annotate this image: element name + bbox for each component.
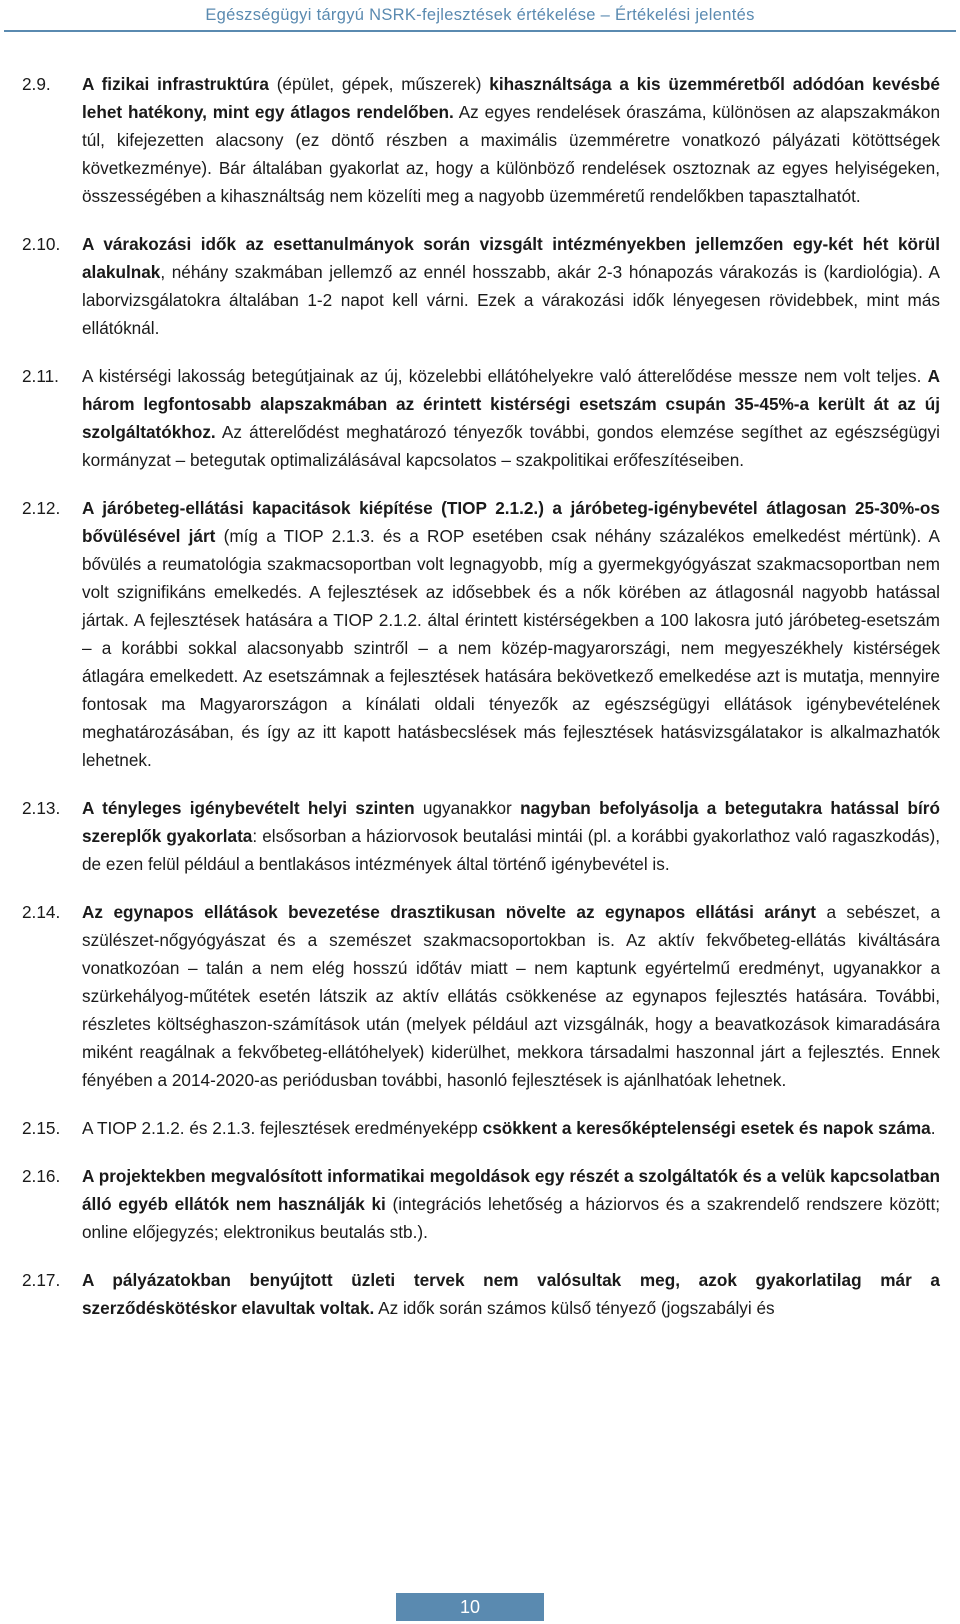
finding-number: 2.15. <box>22 1118 61 1138</box>
finding-text-bold: A fizikai infrastruktúra <box>82 74 269 94</box>
finding-number: 2.14. <box>22 902 61 922</box>
finding-text: a sebészet, a szülészet-nőgyógyászat és a szemészet szakmacsoportokban is. Az aktív fekvőbeteg-ellátás kiváltására vonatkozóan – talán a nem elég hosszú időtáv miatt – nem kaptunk egyértelmű eredményt, ugyanakkor a szürkehályog-műtétek esetén látszik az aktív ellátás csökkenése az egynapos fejlesztés hatására. További, részletes költséghaszon-számítások után (melyek például azt vizsgálnák, hogy a beavatkozások kimaradására miként reagálnak a fekvőbeteg-ellátóhelyek) kiderülhet, mekkora társadalmi haszonnal járt a fejlesztés. Ennek fényében a 2014-2020-as periódusban további, hasonló fejlesztések is ajánlhatóak lehetnek. <box>82 902 941 1090</box>
finding-text: A kistérségi lakosság betegútjainak az új, közelebbi ellátóhelyekre való átterelődése messze nem volt teljes. <box>82 366 928 386</box>
running-header: Egészségügyi tárgyú NSRK-fejlesztések értékelése – Értékelési jelentés <box>205 6 755 24</box>
finding-text: (integrációs lehetőség a háziorvos és a szakrendelő rendszere között; online előjegyzés; elektronikus beutalás stb.). <box>82 1194 940 1242</box>
finding-text: Az egyes rendelések óraszáma, különösen az alapszakmákon túl, kifejezetten alacsony (ez döntő részben a maximális üzemméretre vonatkozó pályázati kötöttségek következménye). Bár általában gyakorlat az, hogy a különböző rendelések osztoznak az egyes helyiségeken, összességében a kihasználtság nem közelíti meg a nagyobb üzemméretű rendelőkben tapasztalhatót. <box>82 102 940 206</box>
page-number-box <box>396 1593 544 1621</box>
finding-number: 2.9. <box>22 74 51 94</box>
finding-text: (míg a TIOP 2.1.3. és a ROP esetében csak néhány százalékos emelkedést mértünk). A bővülés a reumatológia szakmacsoportban volt legnagyobb, míg a gyermekgyógyászat szakmacsoportban nem volt szignifikáns emelkedés. A fejlesztések az idősebbek és a nők körében az átlagosnál nagyobb hatással jártak. A fejlesztések hatására a TIOP 2.1.2. által érintett kistérségekben a 100 lakosra jutó járóbeteg-esetszám – a korábbi sokkal alacsonyabb szintről – a nem közép-magyarországi, nem megyeszékhely kistérségek átlagára emelkedett. Az esetszámnak a fejlesztések hatására bekövetkező emelkedése azt is mutatja, mennyire fontosak ma Magyarországon a kínálati oldali tényezők az egészségügyi ellátások igénybevételének meghatározásában, és így az itt kapott hatásbecslések más fejlesztések hatásvizsgálatakor is alkalmazhatók lehetnek. <box>82 526 941 770</box>
finding-text: Az átterelődést meghatározó tényezők további, gondos elemzése segíthet az egészségügyi kormányzat – betegutak optimalizálásával kapcsolatos – szakpolitikai erőfeszítéseiben. <box>82 422 940 470</box>
finding-text: Az idők során számos külső tényező (jogszabályi és <box>374 1298 775 1318</box>
finding-text-bold: A három legfontosabb alapszakmában az érintett kistérségi esetszám csupán 35-45%-a került át az új szolgáltatókhoz. <box>82 366 940 442</box>
finding-text-bold: nagyban befolyásolja a betegutakra hatással bíró szereplők gyakorlata <box>82 798 940 846</box>
finding-text-bold: Az egynapos ellátások bevezetése drasztikusan növelte az egynapos ellátási arányt <box>82 902 816 922</box>
finding-text: . <box>930 1118 936 1138</box>
finding-number: 2.12. <box>22 498 61 518</box>
finding-text-bold: A tényleges igénybevételt helyi szinten <box>82 798 415 818</box>
finding-item <box>0 898 960 1094</box>
finding-item <box>0 794 960 878</box>
finding-text: , néhány szakmában jellemző az ennél hosszabb, akár 2-3 hónapozás várakozás is (kardiológia). A laborvizsgálatokra általában 1-2 napot kell várni. Ezek a várakozási idők lényegesen rövidebbek, mint más ellátóknál. <box>82 262 940 338</box>
finding-number: 2.13. <box>22 798 61 818</box>
finding-text-bold: A projektekben megvalósított informatikai megoldások egy részét a szolgáltatók és a velük kapcsolatban álló egyéb ellátók nem használják ki <box>82 1166 940 1214</box>
finding-text-bold: csökkent a keresőképtelenségi esetek és napok száma <box>482 1118 931 1138</box>
finding-item <box>0 1266 960 1322</box>
page-number: 10 <box>459 1597 481 1617</box>
finding-number: 2.11. <box>22 366 59 386</box>
finding-item <box>0 230 960 342</box>
header-rule <box>4 30 956 32</box>
finding-text: (épület, gépek, műszerek) <box>268 74 490 94</box>
finding-item <box>0 1162 960 1246</box>
finding-item <box>0 70 960 210</box>
finding-number: 2.16. <box>22 1166 61 1186</box>
finding-text-bold: A pályázatokban benyújtott üzleti tervek nem valósultak meg, azok gyakorlatilag már a szerződéskötéskor elavultak voltak. <box>82 1270 940 1318</box>
finding-text-bold: A várakozási idők az esettanulmányok során vizsgált intézményekben jellemzően egy-két hét körül alakulnak <box>82 234 940 282</box>
finding-text: : elsősorban a háziorvosok beutalási mintái (pl. a korábbi gyakorlathoz való ragaszkodás), de ezen felül például a bentlakásos intézmények által történő igénybevétel is. <box>82 826 940 874</box>
finding-item <box>0 362 960 474</box>
finding-text-bold: kihasználtsága a kis üzemméretből adódóan kevésbé lehet hatékony, mint egy átlagos rendelőben. <box>82 74 940 122</box>
finding-number: 2.17. <box>22 1270 61 1290</box>
finding-text-bold: A járóbeteg-ellátási kapacitások kiépítése (TIOP 2.1.2.) a járóbeteg-igénybevétel átlagosan 25-30%-os bővülésével járt <box>82 498 940 546</box>
numbered-findings-list <box>0 70 960 1342</box>
finding-item <box>0 1114 960 1142</box>
finding-text: ugyanakkor <box>414 798 521 818</box>
finding-number: 2.10. <box>22 234 61 254</box>
finding-text: A TIOP 2.1.2. és 2.1.3. fejlesztések eredményeképp <box>82 1118 483 1138</box>
finding-item <box>0 494 960 774</box>
